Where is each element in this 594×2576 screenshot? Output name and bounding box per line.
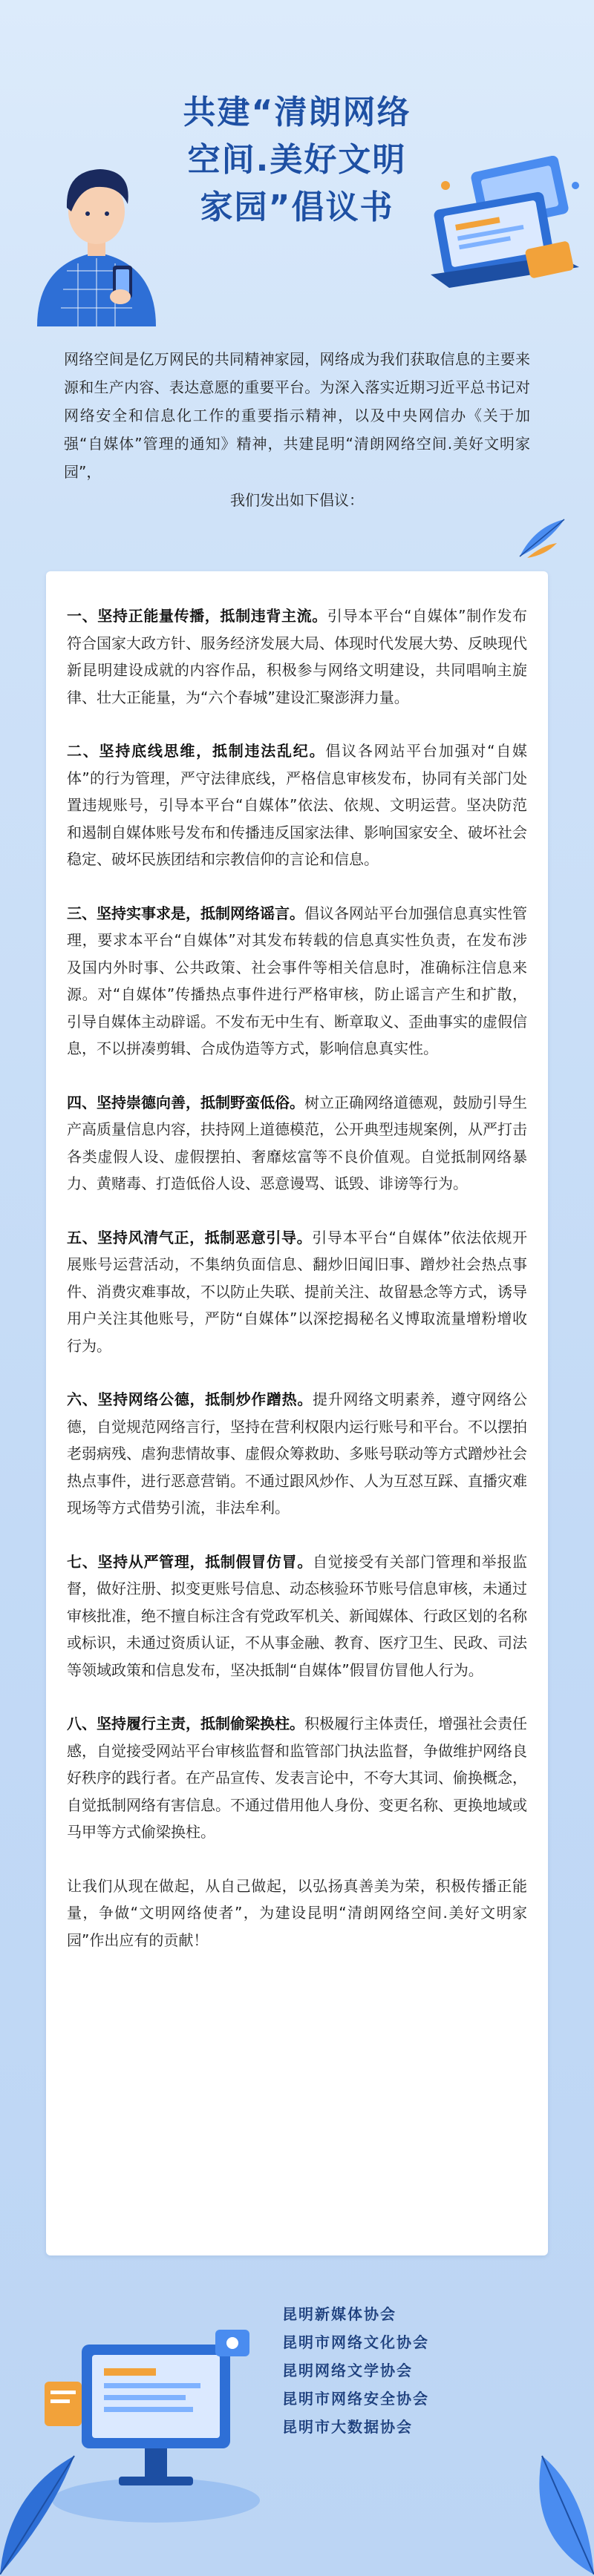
initiative-item-8 [67,1710,527,1846]
initiative-heading: 六、坚持网络公德，抵制炒作蹭热。 [67,1390,313,1408]
organization-name: 昆明网络文学协会 [282,2362,413,2379]
initiative-body: 倡议各网站平台加强信息真实性管理，要求本平台“自媒体”对其发布转载的信息真实性负责，在发布涉及国内外时事、公共政策、社会事件等相关信息时，准确标注信息来源。对“自媒体”传播热点事件进行严格审核，防止谣言产生和扩散，引导自媒体主动辟谣。不发布无中生有、断章取义、歪曲事实的虚假信息，不以拼凑剪辑、合成伪造等方式，影响信息真实性。 [67,904,527,1057]
footer [0,2255,594,2576]
intro-last-line: 我们发出如下倡议： [230,491,364,509]
leaf-left-decoration-icon [0,2448,82,2575]
initiative-item-5 [67,1224,527,1360]
initiative-heading: 三、坚持实事求是，抵制网络谣言。 [67,904,304,922]
organization-name: 昆明市大数据协会 [282,2418,413,2436]
initiative-body: 树立正确网络道德观，鼓励引导生产高质量信息内容，扶持网上道德模范，公开典型违规案例，从严打击各类虚假人设、虚假摆拍、奢靡炫富等不良价值观。自觉抵制网络暴力、黄赌毒、打造低俗人设、恶意谩骂、诋毁、诽谤等行为。 [67,1093,527,1192]
initiative-item-3 [67,900,527,1062]
initiative-heading: 一、坚持正能量传播，抵制违背主流。 [67,607,327,625]
intro-text [64,345,530,514]
closing-paragraph: 让我们从现在做起，从自己做起，以弘扬真善美为荣，积极传播正能量，争做“文明网络使者”，为建设昆明“清朗网络空间.美好文明家园”作出应有的贡献！ [67,1876,527,1949]
initiative-item-6 [67,1386,527,1522]
title-line-3: 家园”倡议书 [200,188,394,226]
poster-title [134,89,460,231]
organization-name: 昆明新媒体协会 [282,2305,396,2323]
initiative-card [46,571,548,2255]
initiative-heading: 七、坚持从严管理，抵制假冒仿冒。 [67,1552,313,1571]
initiative-heading: 八、坚持履行主责，抵制偷梁换柱。 [67,1715,304,1732]
initiative-body: 提升网络文明素养，遵守网络公德，自觉规范网络言行，坚持在营利权限内运行账号和平台。不以摆拍老弱病残、虐狗悲情故事、虚假众筹救助、多账号联动等方式蹭炒社会热点事件，进行恶意营销。不通过跟风炒作、人为互怼互踩、直播灾难现场等方式借势引流，非法牟利。 [67,1390,528,1517]
initiative-body: 引导本平台“自媒体”制作发布符合国家大政方针、服务经济发展大局、体现时代发展大势、反映现代新昆明建设成就的内容作品，积极参与网络文明建设，共同唱响主旋律、壮大正能量，为“六个春城”建设汇聚澎湃力量。 [67,607,527,706]
person-with-phone-illustration [22,141,171,326]
leaf-decoration-icon [512,512,572,564]
initiative-body: 引导本平台“自媒体”依法依规开展账号运营活动，不集纳负面信息、翻炒旧闻旧事、蹭炒社会热点事件、消费灾难事故，不以防止失联、提前关注、故留悬念等方式，诱导用户关注其他账号，严防“自媒体”以深挖揭秘名义博取流量增粉增收行为。 [67,1228,527,1355]
leaf-right-decoration-icon [520,2434,594,2575]
initiative-body: 积极履行主体责任，增强社会责任感，自觉接受网站平台审核监督和监管部门执法监督，争做维护网络良好秩序的践行者。在产品宣传、发表言论中，不夸大其词、偷换概念，自觉抵制网络有害信息。不通过借用他人身份、变更名称、更换地域或马甲等方式偷梁换柱。 [67,1715,527,1841]
initiative-item-1 [67,602,527,711]
organization-name: 昆明市网络文化协会 [282,2333,429,2351]
intro-paragraph: 网络空间是亿万网民的共同精神家园，网络成为我们获取信息的主要来源和生产内容、表达意愿的重要平台。为深入落实近期习近平总书记对网络安全和信息化工作的重要指示精神，以及中央网信办《关于加强“自媒体”管理的通知》精神，共建昆明“清朗网络空间.美好文明家园”， [64,350,530,481]
initiative-body: 自觉接受有关部门管理和举报监督，做好注册、拟变更账号信息、动态核验环节账号信息审核，未通过审核批准，绝不擅自标注含有党政军机关、新闻媒体、行政区划的名称或标识，未通过资质认证，不从事金融、教育、医疗卫生、民政、司法等领域政策和信息发布，坚决抵制“自媒体”假冒仿冒他人行为。 [67,1552,528,1679]
header [0,0,594,349]
initiative-item-7 [67,1548,527,1684]
organization-list [282,2300,505,2441]
initiative-heading: 二、坚持底线思维，抵制违法乱纪。 [67,742,326,760]
organization-name: 昆明市网络安全协会 [282,2390,429,2408]
initiative-body: 倡议各网站平台加强对“自媒体”的行为管理，严守法律底线，严格信息审核发布，协同有关部门处置违规账号，引导本平台“自媒体”依法、依规、文明运营。坚决防范和遏制自媒体账号发布和传播违反国家法律、影响国家安全、破坏社会稳定、破坏民族团结和宗教信仰的言论和信息。 [67,742,527,868]
initiative-item-2 [67,737,527,873]
initiative-heading: 四、坚持崇德向善，抵制野蛮低俗。 [67,1093,304,1111]
title-line-2: 空间.美好文明 [187,141,407,179]
title-line-1: 共建“清朗网络 [183,93,411,131]
initiative-heading: 五、坚持风清气正，抵制恶意引导。 [67,1228,313,1246]
laptop-devices-illustration [416,156,587,297]
initiative-item-4 [67,1089,527,1197]
